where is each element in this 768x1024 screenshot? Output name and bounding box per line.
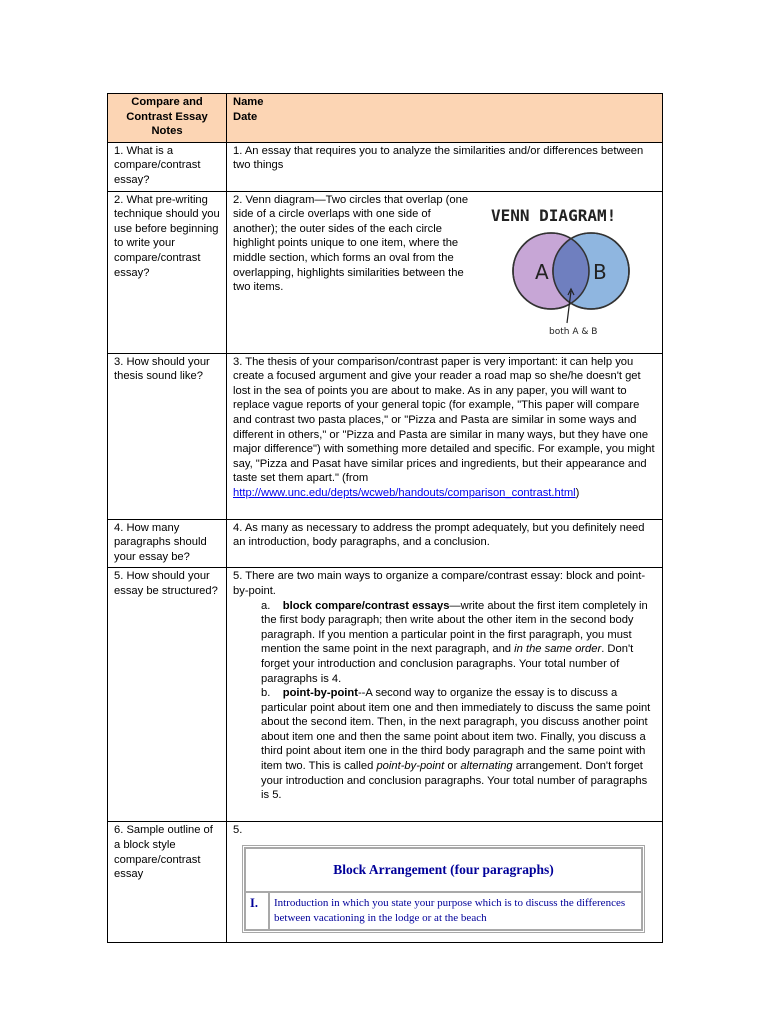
venn-diagram (483, 199, 651, 339)
answer-cell (227, 191, 663, 353)
answer-cell (227, 568, 663, 822)
name-label: Name (233, 96, 264, 108)
outline-number: 5. (233, 824, 243, 837)
outline-roman-numeral: I. (245, 892, 269, 930)
question-cell: 6. Sample outline of a block style compare/contrast essay (108, 822, 227, 943)
table-row (108, 822, 663, 943)
venn-diagram-image (483, 199, 651, 344)
answer-cell (227, 822, 663, 943)
venn-caption: both A & B (549, 326, 598, 337)
block-arrangement-table (242, 845, 645, 933)
point-by-point-method: b. point-by-point--A second way to organize the essay is to discuss a particular point about item one and then immediately to discuss the same point about the second item. Then, in the next paragraph, you discuss another point about item one and then the same point about item two. Finally, you discuss a third point about item one in the third body paragraph and the same point with item two. This is called point-by-point or alternating arrangement. Don't forget your introduction and conclusion paragraphs. Your total number of paragraphs is 5. (261, 687, 651, 802)
table-row (108, 191, 663, 353)
label-a: A (535, 259, 549, 284)
header-row (108, 94, 663, 143)
source-link[interactable]: http://www.unc.edu/depts/wcweb/handouts/comparison_contrast.html (233, 486, 576, 499)
name-date-cell (227, 94, 663, 143)
notes-table (107, 93, 663, 943)
table-row (108, 353, 663, 519)
answer-cell: 1. An essay that requires you to analyze the similarities and/or differences between two things (227, 142, 663, 191)
question-cell: 1. What is a compare/contrast essay? (108, 142, 227, 191)
title-line-1: Compare and (131, 96, 203, 108)
question-cell: 2. What pre-writing technique should you use before beginning to write your compare/contrast essay? (108, 191, 227, 353)
block-arrangement-title: Block Arrangement (four paragraphs) (245, 848, 642, 892)
label-b: B (593, 259, 607, 284)
answer-cell: 4. As many as necessary to address the prompt adequately, but you definitely need an introduction, body paragraphs, and a conclusion. (227, 519, 663, 568)
thesis-text: 3. The thesis of your comparison/contrast paper is very important: it can help you create a focused argument and give your reader a road map so she/he doesn't get lost in the sea of points you are about to make. As in any paper, you will want to replace vague reports of your general topic (for example, "This paper will compare and contrast two pasta places," or "Pizza and Pasta are similar in some ways and different in others," or "Pizza and Pasta are similar in many ways, but they have one major difference") with something more detailed and specific. For example, you might say, "Pizza and Pasat have similar prices and ingredients, but their appearance and taste set them apart." (from (233, 355, 655, 485)
title-cell (108, 94, 227, 143)
date-label: Date (233, 110, 258, 123)
block-method: a. block compare/contrast essays—write about the first item completely in the first body paragraph; then write about the other item in the second body paragraph. If you mention a particular point in the first paragraph, you must mention the same point in the next paragraph, and in the same order. Don't forget your introduction and conclusion paragraphs. Your total number of paragraphs is 4. (261, 599, 648, 685)
title-line-2: Contrast Essay (126, 110, 208, 123)
question-cell: 4. How many paragraphs should your essay be? (108, 519, 227, 568)
structure-intro: 5. There are two main ways to organize a compare/contrast essay: block and point-by-point. (233, 570, 646, 597)
title-line-3: Notes (151, 125, 183, 138)
table-row (108, 519, 663, 568)
venn-explanation: 2. Venn diagram—Two circles that overlap (one side of a circle overlaps with one side of another); the outer sides of the each circle highlight points unique to one item, where the middle section, which forms an oval from the overlapping, highlights similarities between the two items. (233, 193, 469, 294)
table-row (108, 568, 663, 822)
question-cell: 5. How should your essay be structured? (108, 568, 227, 822)
outline-item-text: Introduction in which you state your purpose which is to discuss the differences between vacationing in the lodge or at the beach (269, 892, 642, 930)
question-cell: 3. How should your thesis sound like? (108, 353, 227, 519)
venn-title: VENN DIAGRAM! (491, 205, 617, 225)
table-row (108, 142, 663, 191)
answer-cell: 3. The thesis of your comparison/contrast paper is very important: it can help you create a focused argument and give your reader a road map so she/he doesn't get lost in the sea of points you are about to make. As in any paper, you will want to replace vague reports of your general topic (for example, "This paper will compare and contrast two pasta places," or "Pizza and Pasta are similar in some ways and different in others," or "Pizza and Pasta are similar in many ways, but they have one major difference") with something more detailed and specific. For example, you might say, "Pizza and Pasat have similar prices and ingredients, but their appearance and taste set them apart." (from http://www.unc.edu/depts/wcweb/handouts/comparison_contrast.html) (227, 353, 663, 519)
